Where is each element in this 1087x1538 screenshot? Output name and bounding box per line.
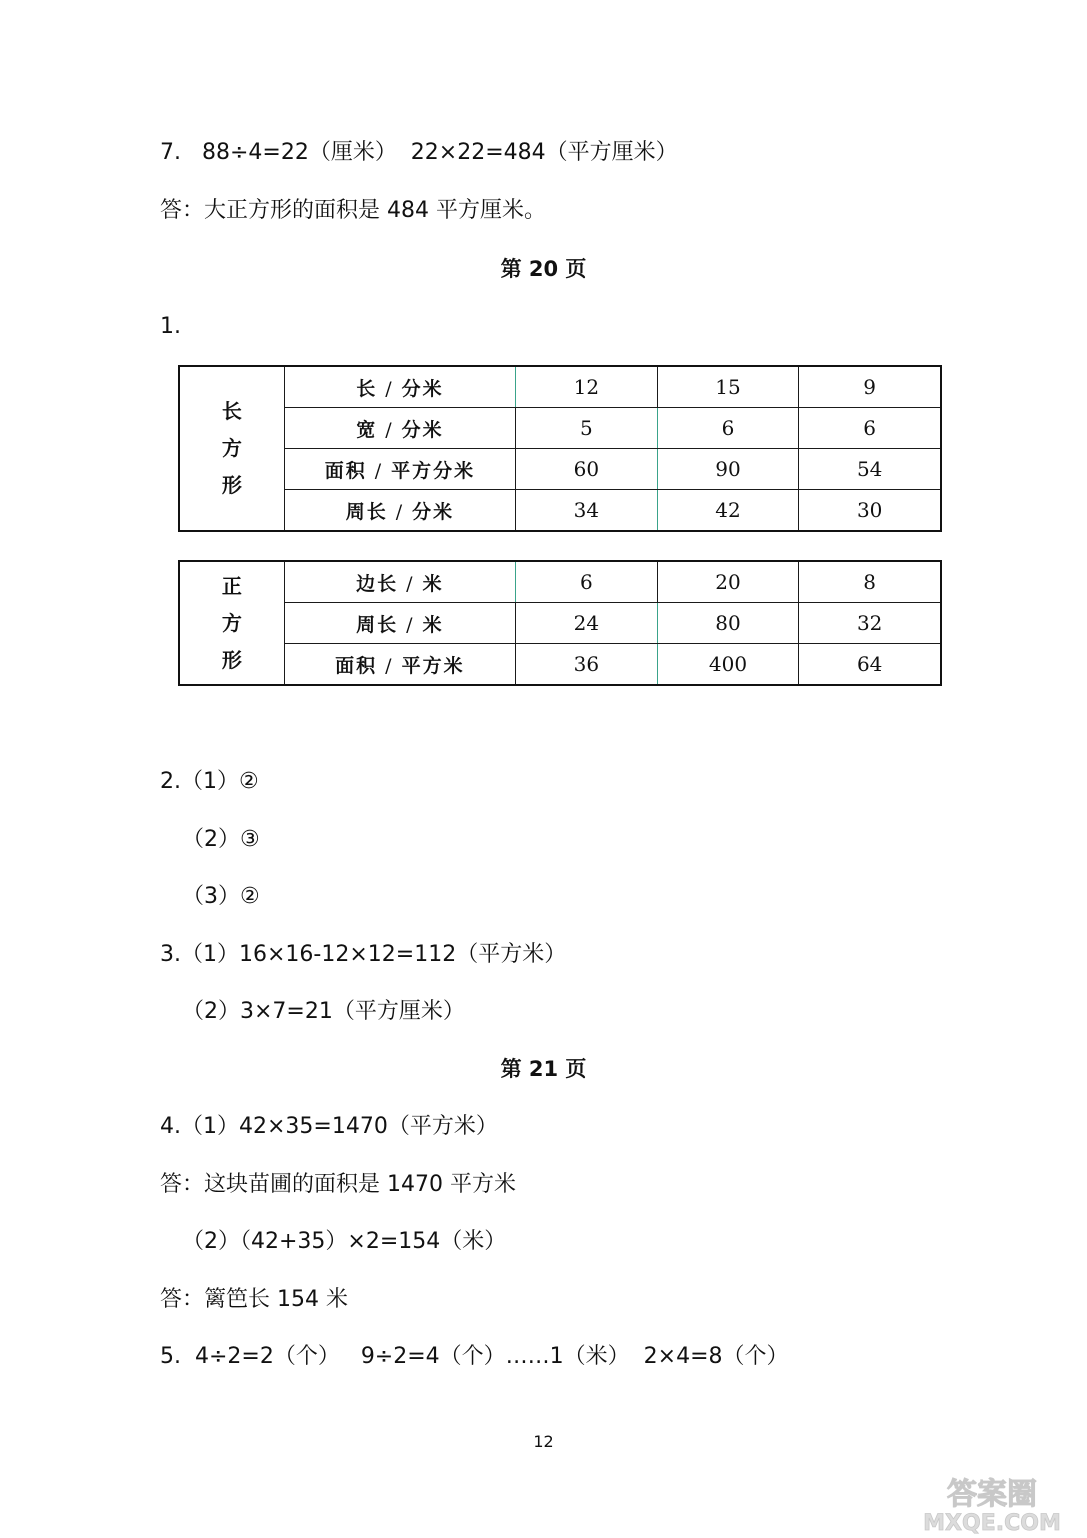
table-cell: 5 [516,408,658,449]
q2-part3: （3）② [182,884,260,909]
group-char: 形 [221,473,242,497]
table-cell: 15 [657,366,799,408]
row-label: 周长 / 分米 [284,490,515,532]
table-cell: 54 [799,449,941,490]
table-cell: 42 [657,490,799,532]
row-label: 长 / 分米 [284,366,515,408]
table-cell: 90 [657,449,799,490]
group-char: 正 [221,573,242,598]
rectangle-table [178,365,942,532]
q4-part2: （2）（42+35）×2=154（米） [182,1229,507,1254]
watermark-bottom: MXQE.COM [923,1511,1061,1534]
table-cell: 32 [799,603,941,644]
table-cell: 60 [516,449,658,490]
row-label: 面积 / 平方米 [284,644,515,686]
table-cell: 36 [516,644,658,686]
table-cell: 64 [799,644,941,686]
page-20-heading: 第 20 页 [500,257,587,281]
square-group-label [179,561,284,685]
q4-answer2: 答：篱笆长 154 米 [160,1287,348,1312]
q4-answer1: 答：这块苗圃的面积是 1470 平方米 [160,1172,516,1197]
table-cell: 20 [657,561,799,603]
q3-part2: （2）3×7=21（平方厘米） [182,999,465,1024]
row-label: 面积 / 平方分米 [284,449,515,490]
q5-line: 5. 4÷2=2（个） 9÷2=4（个）……1（米） 2×4=8（个） [160,1344,789,1369]
q7-answer: 答：大正方形的面积是 484 平方厘米。 [160,198,546,223]
table-cell: 34 [516,490,658,532]
table-cell: 6 [657,408,799,449]
table-cell: 30 [799,490,941,532]
table-cell: 24 [516,603,658,644]
group-char: 形 [221,647,242,672]
table-cell: 12 [516,366,658,408]
square-table [178,560,942,686]
table-cell: 6 [799,408,941,449]
q4-part1: 4.（1）42×35=1470（平方米） [160,1114,498,1139]
q2-part2: （2）③ [182,827,260,852]
row-label: 宽 / 分米 [284,408,515,449]
watermark-top: 答案圈 [947,1477,1037,1512]
q3-part1: 3.（1）16×16-12×12=112（平方米） [160,942,567,967]
page-number: 12 [533,1432,554,1451]
group-char: 方 [221,436,242,460]
row-label: 周长 / 米 [284,603,515,644]
table-cell: 8 [799,561,941,603]
page-21-heading: 第 21 页 [500,1057,587,1081]
group-char: 方 [221,610,242,635]
table-cell: 9 [799,366,941,408]
group-char: 长 [221,399,242,423]
q1-label: 1. [160,314,181,339]
q2-part1: 2.（1）② [160,769,259,794]
watermark-logo [908,1474,1078,1534]
q7-line: 7. 88÷4=22（厘米） 22×22=484（平方厘米） [160,140,678,165]
row-label: 边长 / 米 [284,561,515,603]
rectangle-group-label [179,366,284,531]
table-cell: 80 [657,603,799,644]
table-cell: 400 [657,644,799,686]
table-cell: 6 [516,561,658,603]
